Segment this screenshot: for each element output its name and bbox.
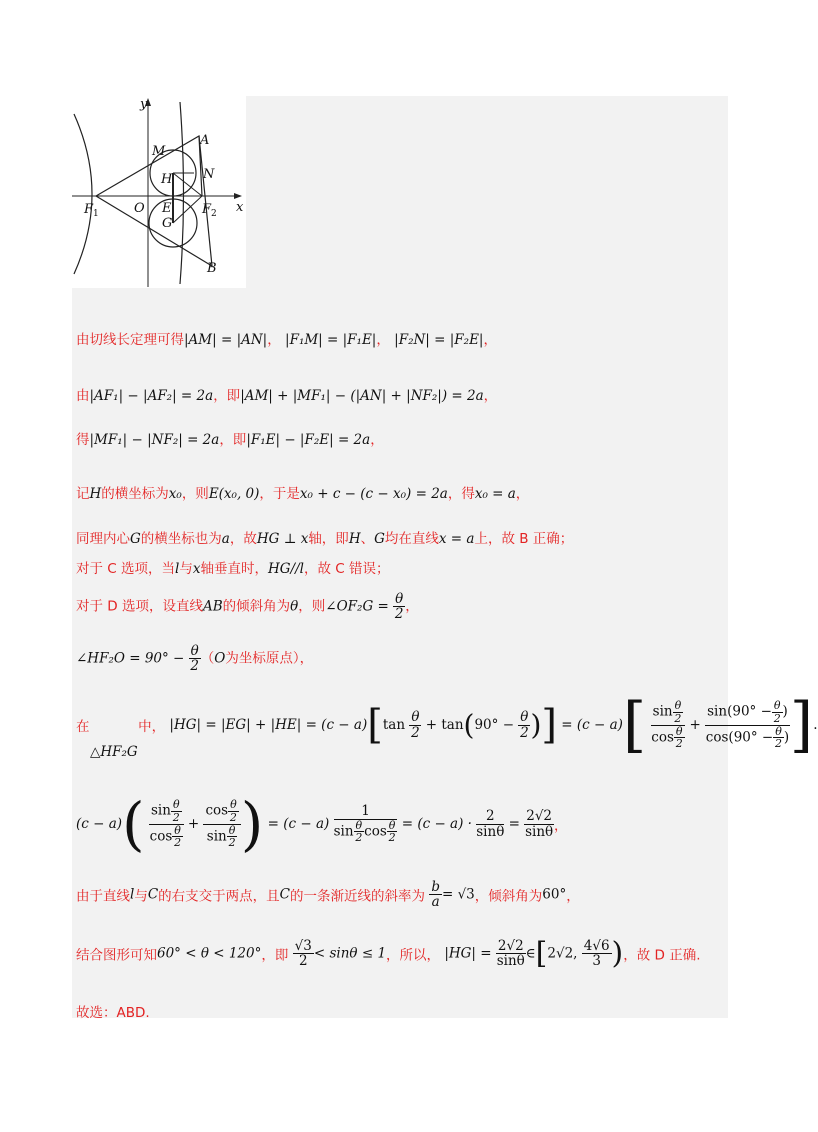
text: 均在直线 <box>384 531 439 547</box>
frac-cos-sin: cos $\frac{\theta}{2}$ sin $\frac{\theta}{2}$ <box>203 799 240 848</box>
label-h: H <box>161 172 173 187</box>
math: ∈ <box>525 945 536 962</box>
math: |MF₁| − |NF₂| = 2a <box>89 432 220 448</box>
frac-sqrt3-2: $\frac{√3}{2}$ <box>294 937 312 969</box>
label-o: O <box>134 201 145 216</box>
math: C <box>279 886 291 903</box>
text: 上，故 B 正确； <box>474 531 574 547</box>
text: 同理内心 <box>76 531 130 547</box>
text: ，故 C 错误； <box>303 561 390 577</box>
text: 的横坐标也为 <box>140 531 222 547</box>
text: 得 <box>76 432 90 448</box>
theta-half: $\frac{\theta}{2}$ <box>411 709 420 741</box>
text: 与 <box>134 888 148 905</box>
text: 与 <box>179 561 193 577</box>
math: |AF₁| − |AF₂| = 2a <box>89 388 214 404</box>
line-asymptote <box>76 880 580 909</box>
math: < sinθ ≤ 1 <box>313 945 387 962</box>
text: 的横坐标为 <box>101 486 169 502</box>
text: 由于直线 <box>76 888 130 905</box>
label-b: B <box>207 261 217 276</box>
math: = (c − a) <box>561 717 623 733</box>
text: ，倾斜角为 <box>474 888 543 905</box>
math: E(x₀, 0) <box>208 486 260 502</box>
frac-two-over-sin: $\frac{2}{\sin\theta}$ <box>476 808 505 840</box>
math: l <box>175 561 180 577</box>
text: （ <box>200 650 215 667</box>
text: 轴垂直时， <box>200 561 268 577</box>
sin-over-cos-complement: sin(90° − $\frac{\theta}{2}$ ) cos(90° − $\frac{\theta}{2}$ ) <box>705 699 790 751</box>
theta-half: $\frac{\theta}{2}$ <box>394 591 404 623</box>
text: 的右支交于两点，且 <box>158 888 280 905</box>
math: = (c − a) <box>267 816 330 832</box>
text: 轴，即 <box>308 531 349 547</box>
text: 由 <box>76 388 90 404</box>
frac-hg: $\frac{2√2}{\sin\theta}$ <box>496 937 525 969</box>
math: x₀ <box>168 486 182 502</box>
text: 在 <box>76 719 90 735</box>
math: x = a <box>438 531 475 547</box>
line-option-d: 对于 D 选项，设直线AB的倾斜角为θ，则∠OF₂G = $\frac{\theta}{2}$ ， <box>76 591 419 623</box>
line-option-c <box>76 557 389 577</box>
text: 、 <box>360 531 375 547</box>
text: ， <box>566 888 580 905</box>
frac-result: $\frac{2√2}{\sin\theta}$ <box>525 808 554 840</box>
math: C <box>147 886 159 903</box>
frac-4sqrt6-3: $\frac{4√6}{3}$ <box>583 937 610 969</box>
text: 由切线长定理可得 <box>76 332 184 348</box>
hyperbola-figure <box>72 96 246 288</box>
line-hg-length: 在 中， |HG| = |EG| + |HE| = (c − a)[tan $\frac{\theta}{2}$ + tan(90° − $\frac{\theta}{2}$ )] = (c − a)[ sin $\frac{\theta}{2}$ cos $\frac{\theta}{2}$ + sin(90° − $\frac{\theta}{2}$ ) cos(90° − $\frac{\theta}{2}$ ) ]. <box>76 690 818 760</box>
text: ，即 <box>219 432 247 448</box>
math: |HG| = <box>444 945 492 962</box>
line-tangent-lengths: 由切线长定理可得|AM| = |AN|， |F₁M| = |F₁E|， |F₂N| = |F₂E|， <box>76 332 497 348</box>
sin-over-cos: sin $\frac{\theta}{2}$ cos $\frac{\theta}{2}$ <box>651 700 686 749</box>
math: |AM| + |MF₁| − (|AN| + |NF₂|) = 2a <box>240 388 484 404</box>
text: 结合图形可知 <box>76 947 157 964</box>
right-branch <box>180 102 184 284</box>
text: ，所以， <box>386 947 441 964</box>
frac-one-over: 1 sin $\frac{\theta}{2}$ cos $\frac{\theta}{2}$ <box>333 803 396 845</box>
math: AB <box>202 598 223 615</box>
math: x₀ = a <box>474 486 516 502</box>
label-a: A <box>200 133 210 148</box>
math: |HG| = |EG| + |HE| = (c − a) <box>169 717 368 733</box>
line-abscissa: 记H的横坐标为x₀，则E(x₀, 0)，于是x₀ + c − (c − x₀) = 2a，得x₀ = a， <box>76 486 530 502</box>
math: 2√2, <box>547 945 578 962</box>
line-simplify: (c − a)( sin $\frac{\theta}{2}$ cos $\frac{\theta}{2}$ + cos $\frac{\theta}{2}$ sin $\frac{\theta}{2}$ ) = (c − a) 1 sin $\frac{\theta}{2}$ cos $\frac{\theta}{2}$ = (c − a) · $\frac{2}{\sin\theta}$ = $\frac{2√2}{\sin\theta}$ ， <box>76 790 568 858</box>
label-f2: $F_2$ <box>202 202 217 219</box>
text: 记 <box>76 486 90 502</box>
text: ，即 <box>261 947 289 964</box>
left-branch <box>74 114 92 274</box>
label-n: N <box>203 167 215 182</box>
segment-f2g <box>173 196 202 223</box>
math: l <box>130 886 135 903</box>
text: ，故 <box>229 531 257 547</box>
math: ∠OF₂G = <box>325 598 389 615</box>
text: ，得 <box>447 486 475 502</box>
triangle-label <box>90 744 138 760</box>
label-g: G <box>162 216 173 231</box>
label-f1: $F_1$ <box>84 202 99 219</box>
label-m: M <box>152 144 166 159</box>
text: 中， <box>138 719 166 735</box>
math: 90° − <box>474 717 514 733</box>
text: 的倾斜角为 <box>222 598 291 615</box>
math: 60° < θ < 120° <box>157 945 262 962</box>
frac-sin-cos: sin $\frac{\theta}{2}$ cos $\frac{\theta}{2}$ <box>149 799 184 848</box>
text: ，即 <box>213 388 241 404</box>
line-range: 结合图形可知60° < θ < 120°，即 $\frac{√3}{2}$ < sinθ ≤ 1，所以， |HG| = $\frac{2√2}{\sin\theta}$ ∈[2√2, $\frac{4√6}{3}$ )，故 D 正确. <box>76 936 701 971</box>
text: 为坐标原点）， <box>225 650 314 667</box>
figure-svg <box>72 96 246 288</box>
segment-f2h <box>173 173 202 196</box>
text: ，则 <box>181 486 209 502</box>
text: 对于 C 选项，当 <box>76 561 176 577</box>
math: a <box>221 531 230 547</box>
math: |AM| = |AN| <box>184 332 268 348</box>
x-arrow <box>234 193 242 199</box>
math: x <box>192 561 201 577</box>
theta-half: $\frac{\theta}{2}$ <box>190 643 200 675</box>
math: O <box>214 650 226 667</box>
math: H <box>89 486 102 502</box>
label-y: y <box>140 97 148 112</box>
text: 的一条渐近线的斜率为 <box>290 888 426 905</box>
math: |F₁E| − |F₂E| = 2a <box>246 432 371 448</box>
text: ，则 <box>298 598 326 615</box>
answer-text: 故选：ABD. <box>76 1005 150 1021</box>
math: |F₁M| = |F₁E| <box>285 332 377 348</box>
line-derive: 得|MF₁| − |NF₂| = 2a，即|F₁E| − |F₂E| = 2a， <box>76 432 384 448</box>
math: |F₂N| = |F₂E| <box>394 332 484 348</box>
math: ∠HF₂O = 90° − <box>76 650 185 667</box>
line-answer <box>76 1001 150 1021</box>
math: HG ⊥ x <box>256 531 309 547</box>
math: θ <box>290 598 299 615</box>
line-definition: 由|AF₁| − |AF₂| = 2a，即|AM| + |MF₁| − (|AN| + |NF₂|) = 2a， <box>76 388 498 404</box>
line-angle-hf2o <box>76 644 313 673</box>
math: x₀ + c − (c − x₀) = 2a <box>299 486 448 502</box>
math: . <box>813 717 818 733</box>
line-option-b <box>76 527 573 547</box>
math: H <box>348 531 361 547</box>
text: ，于是 <box>259 486 300 502</box>
label-x: x <box>236 200 244 215</box>
theta-half: $\frac{\theta}{2}$ <box>520 709 529 741</box>
math: △HF₂G <box>90 744 138 760</box>
math: G <box>130 531 141 547</box>
math: + <box>689 717 701 733</box>
math: + tan <box>425 717 464 733</box>
math: G <box>374 531 385 547</box>
text: ，故 D 正确. <box>623 947 701 964</box>
math: tan <box>382 717 406 733</box>
label-e: E <box>162 201 172 216</box>
frac-b-a: $\frac{b}{a}$ <box>431 879 440 911</box>
math: HG//l <box>267 561 304 577</box>
math: = (c − a) · <box>401 816 472 832</box>
math: = √3 <box>441 886 475 903</box>
math: (c − a) <box>76 816 123 832</box>
math: 60° <box>542 886 567 903</box>
text: 对于 D 选项，设直线 <box>76 598 203 615</box>
